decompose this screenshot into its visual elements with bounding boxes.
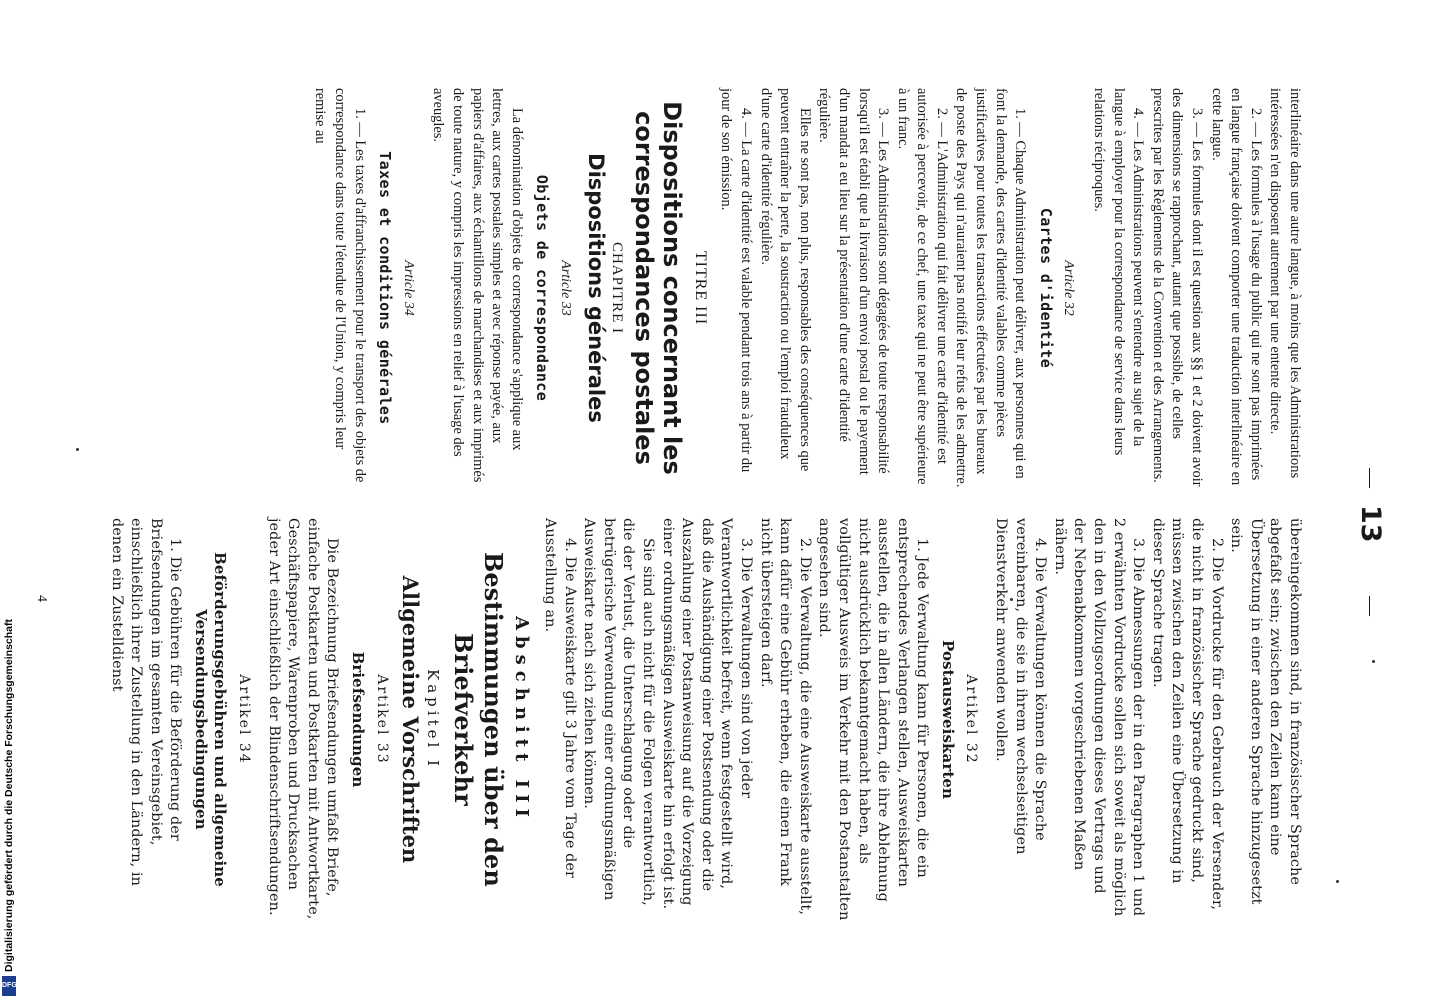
de-chapter: Kapitel I	[423, 669, 442, 770]
credit-text: Digitalisierung gefördert durch die Deutsche Forschungsgemeinschaft	[3, 619, 15, 972]
fr-article-32-p2: 2. — L'Administration qui fait délivrer une carte d'identité est autorisée à percevoir, de ce chef, une taxe qui ne peut être supérieure à un franc.	[894, 88, 950, 485]
de-article-33-p: Die Bezeichnung Briefsendungen umfaßt Briefe, einfache Postkarten und Postkarten mit Antwortkarte, Geschäftspapiere, Warenproben und Drucksachen jeder Art einschließlich der Blindenschriftsendungen.	[265, 518, 341, 920]
fr-paragraph-intro: interlinéaire dans une autre langue, à moins que les Administrations intéressées n'en disposent autrement par une entente directe.	[1267, 88, 1303, 479]
de-article-32-p4: 4. Die Ausweiskarte gilt 3 Jahre vom Tage der Ausstellung an.	[542, 518, 578, 879]
fr-article-32-p3: 3. — Les Administrations sont dégagées de toute responsabilité lorsqu'il est établi que la livraison d'un envoi postal ou le payement d'un mandat a eu lieu sur la présentation d'une carte d'identité régulière.	[816, 88, 892, 475]
fr-article-33-heading: Article 33	[558, 260, 573, 316]
fr-paragraph-3: 3. — Les formules dont il est question aux §§ 1 et 2 doivent avoir des dimensions se rapprochant, autant que possible, de celles prescrites par les Règlements de la Convention et des Arrangements.	[1149, 88, 1206, 487]
de-article-33-title: Briefsendungen	[349, 651, 368, 788]
fr-article-33-p: La dénomination d'objets de correspondance s'applique aux lettres, aux cartes postales simples et avec réponse payée, aux papiers d'affaires, aux échantillons de marchandises et aux imprimés de toute nature, y compris les impressions en relief à l'usage des aveugles.	[430, 88, 525, 483]
fr-paragraph-2: 2. — Les formules à l'usage du public qui ne sont pas imprimées en langue française doivent comporter une traduction interlinéaire en cette langue.	[1208, 88, 1264, 486]
de-article-32-heading: Artikel 32	[963, 674, 980, 765]
fr-article-32-title: Cartes d'identité	[1036, 207, 1055, 369]
digitization-credit	[0, 600, 20, 1000]
fr-article-34-heading: Article 34	[400, 260, 416, 316]
de-paragraph-3: 3. Die Abmessungen der in den Paragraphen 1 und 2 erwähnten Vordrucke sollen sich soweit als möglich den in den Vollzugsordnungen dieses Vertrags und der Nebenabkommen vorgeschriebenen Maßen nähern.	[1051, 518, 1147, 917]
fr-paragraph-4: 4. — Les Administrations peuvent s'entendre au sujet de la langue à employer pour la correspondance de service dans leurs relations réciproques.	[1091, 88, 1147, 456]
fr-article-34-title: Taxes et conditions générales	[376, 151, 395, 425]
german-column	[106, 518, 1304, 921]
de-article-32-title: Postausweiskarten	[938, 639, 957, 800]
fr-article-34-p: 1. — Les taxes d'affranchissement pour le transport des objets de correspondance dans toute l'étendue de l'Union, y compris leur remise au	[312, 88, 368, 483]
scan-speck	[1336, 880, 1339, 883]
fr-article-33-title: Objets de correspondance	[533, 174, 552, 402]
de-article-34-heading: Artikel 34	[236, 674, 253, 765]
fr-article-32-p1: 1. — Chaque Administration peut délivrer, aux personnes qui en font la demande, des cartes d'identité valables comme pièces justificatives pour toutes les transactions effectuées par les bureaux de poste des Pays qui n'auraient pas notifié leur refus de les admettre.	[953, 88, 1029, 488]
de-paragraph-intro: übereingekommen sind, in französischer Sprache abgefaßt sein; zwischen den Zeilen kann eine Übersetzung in einer anderen Sprache hinzugesetzt sein.	[1228, 518, 1303, 905]
header-dash-right: —	[1360, 596, 1382, 616]
de-article-32-p2: 2. Die Verwaltung, die eine Ausweiskarte ausstellt, kann dafür eine Gebühr erheben, die einen Frank nicht übersteigen darf.	[757, 518, 813, 916]
de-article-34-p: 1. Die Gebühren für die Beförderung der Briefsendungen im gesamten Vereinsgebiet, einschließlich ihrer Zustellung in den Ländern, in denen ein Zustelldienst	[108, 518, 184, 887]
fr-article-32-p4: 4. — La carte d'identité est valable pendant trois ans à partir du jour de son émission.	[718, 88, 754, 473]
scan-speck	[1010, 598, 1013, 601]
de-article-34-title: Beförderungsgebühren und allgemeine Versendungsbedingungen	[191, 552, 230, 887]
fr-chapter-title: Dispositions générales	[583, 153, 608, 423]
dfg-logo: DFG	[2, 976, 16, 996]
de-abschnitt: Abschnitt III	[511, 616, 533, 823]
de-paragraph-4: 4. Die Verwaltungen können die Sprache vereinbaren, die sie in ihrem wechselseitigen Dienstverkehr anwenden wollen.	[993, 518, 1049, 855]
page-header	[1352, 0, 1392, 1000]
scan-speck	[1372, 660, 1375, 663]
de-article-32-p3b: Sie sind auch nicht für die Folgen verantwortlich, die der Verlust, die Unterschlagung oder die betrügerische Verwendung einer ordnungsmäßigen Ausweiskarte nach sich ziehen können.	[581, 518, 656, 906]
header-dash-left: —	[1360, 468, 1382, 488]
fr-section-title: Dispositions concernant les correspondances postales	[630, 101, 687, 475]
de-article-32-p1: 1. Jede Verwaltung kann für Personen, die ein entsprechendes Verlangen stellen, Ausweiskarten ausstellen, die in allen Ländern, die ihre Ablehnung nicht ausdrücklich bekanntgemacht haben, als vollgültiger Ausweis im Verkehr mit den Postanstalten angesehen sind.	[816, 518, 931, 921]
de-paragraph-2: 2. Die Vordrucke für den Gebrauch der Versender, die nicht in französischer Sprache gedruckt sind, müssen zwischen den Zeilen eine Übersetzung in dieser Sprache tragen.	[1149, 518, 1225, 911]
fr-article-32-p3b: Elles ne sont pas, non plus, responsables des conséquences que peuvent entraîner la perte, la soustraction ou l'emploi frauduleux d'une carte d'identité régulière.	[757, 88, 813, 472]
de-article-33-heading: Artikel 33	[373, 674, 390, 765]
sheet-number: 4	[34, 595, 49, 602]
fr-titre: TITRE III	[691, 250, 709, 326]
french-column	[310, 88, 1304, 488]
de-section-title: Bestimmungen über den Briefverkehr	[448, 552, 508, 887]
scan-speck	[76, 448, 79, 451]
fr-article-32-heading: Article 32	[1061, 260, 1077, 316]
page-number: 13	[1355, 505, 1386, 543]
de-article-32-p3: 3. Die Verwaltungen sind von jeder Verantwortlichkeit befreit, wenn festgestellt wird, daß die Aushändigung einer Postsendung oder die Auszahlung einer Postanweisung auf die Vorzeigung einer ordnungsmäßigen Ausweiskarte hin erfolgt ist.	[659, 518, 754, 910]
fr-chapter: CHAPITRE I	[609, 241, 626, 335]
de-chapter-title: Allgemeine Vorschriften	[398, 575, 424, 864]
